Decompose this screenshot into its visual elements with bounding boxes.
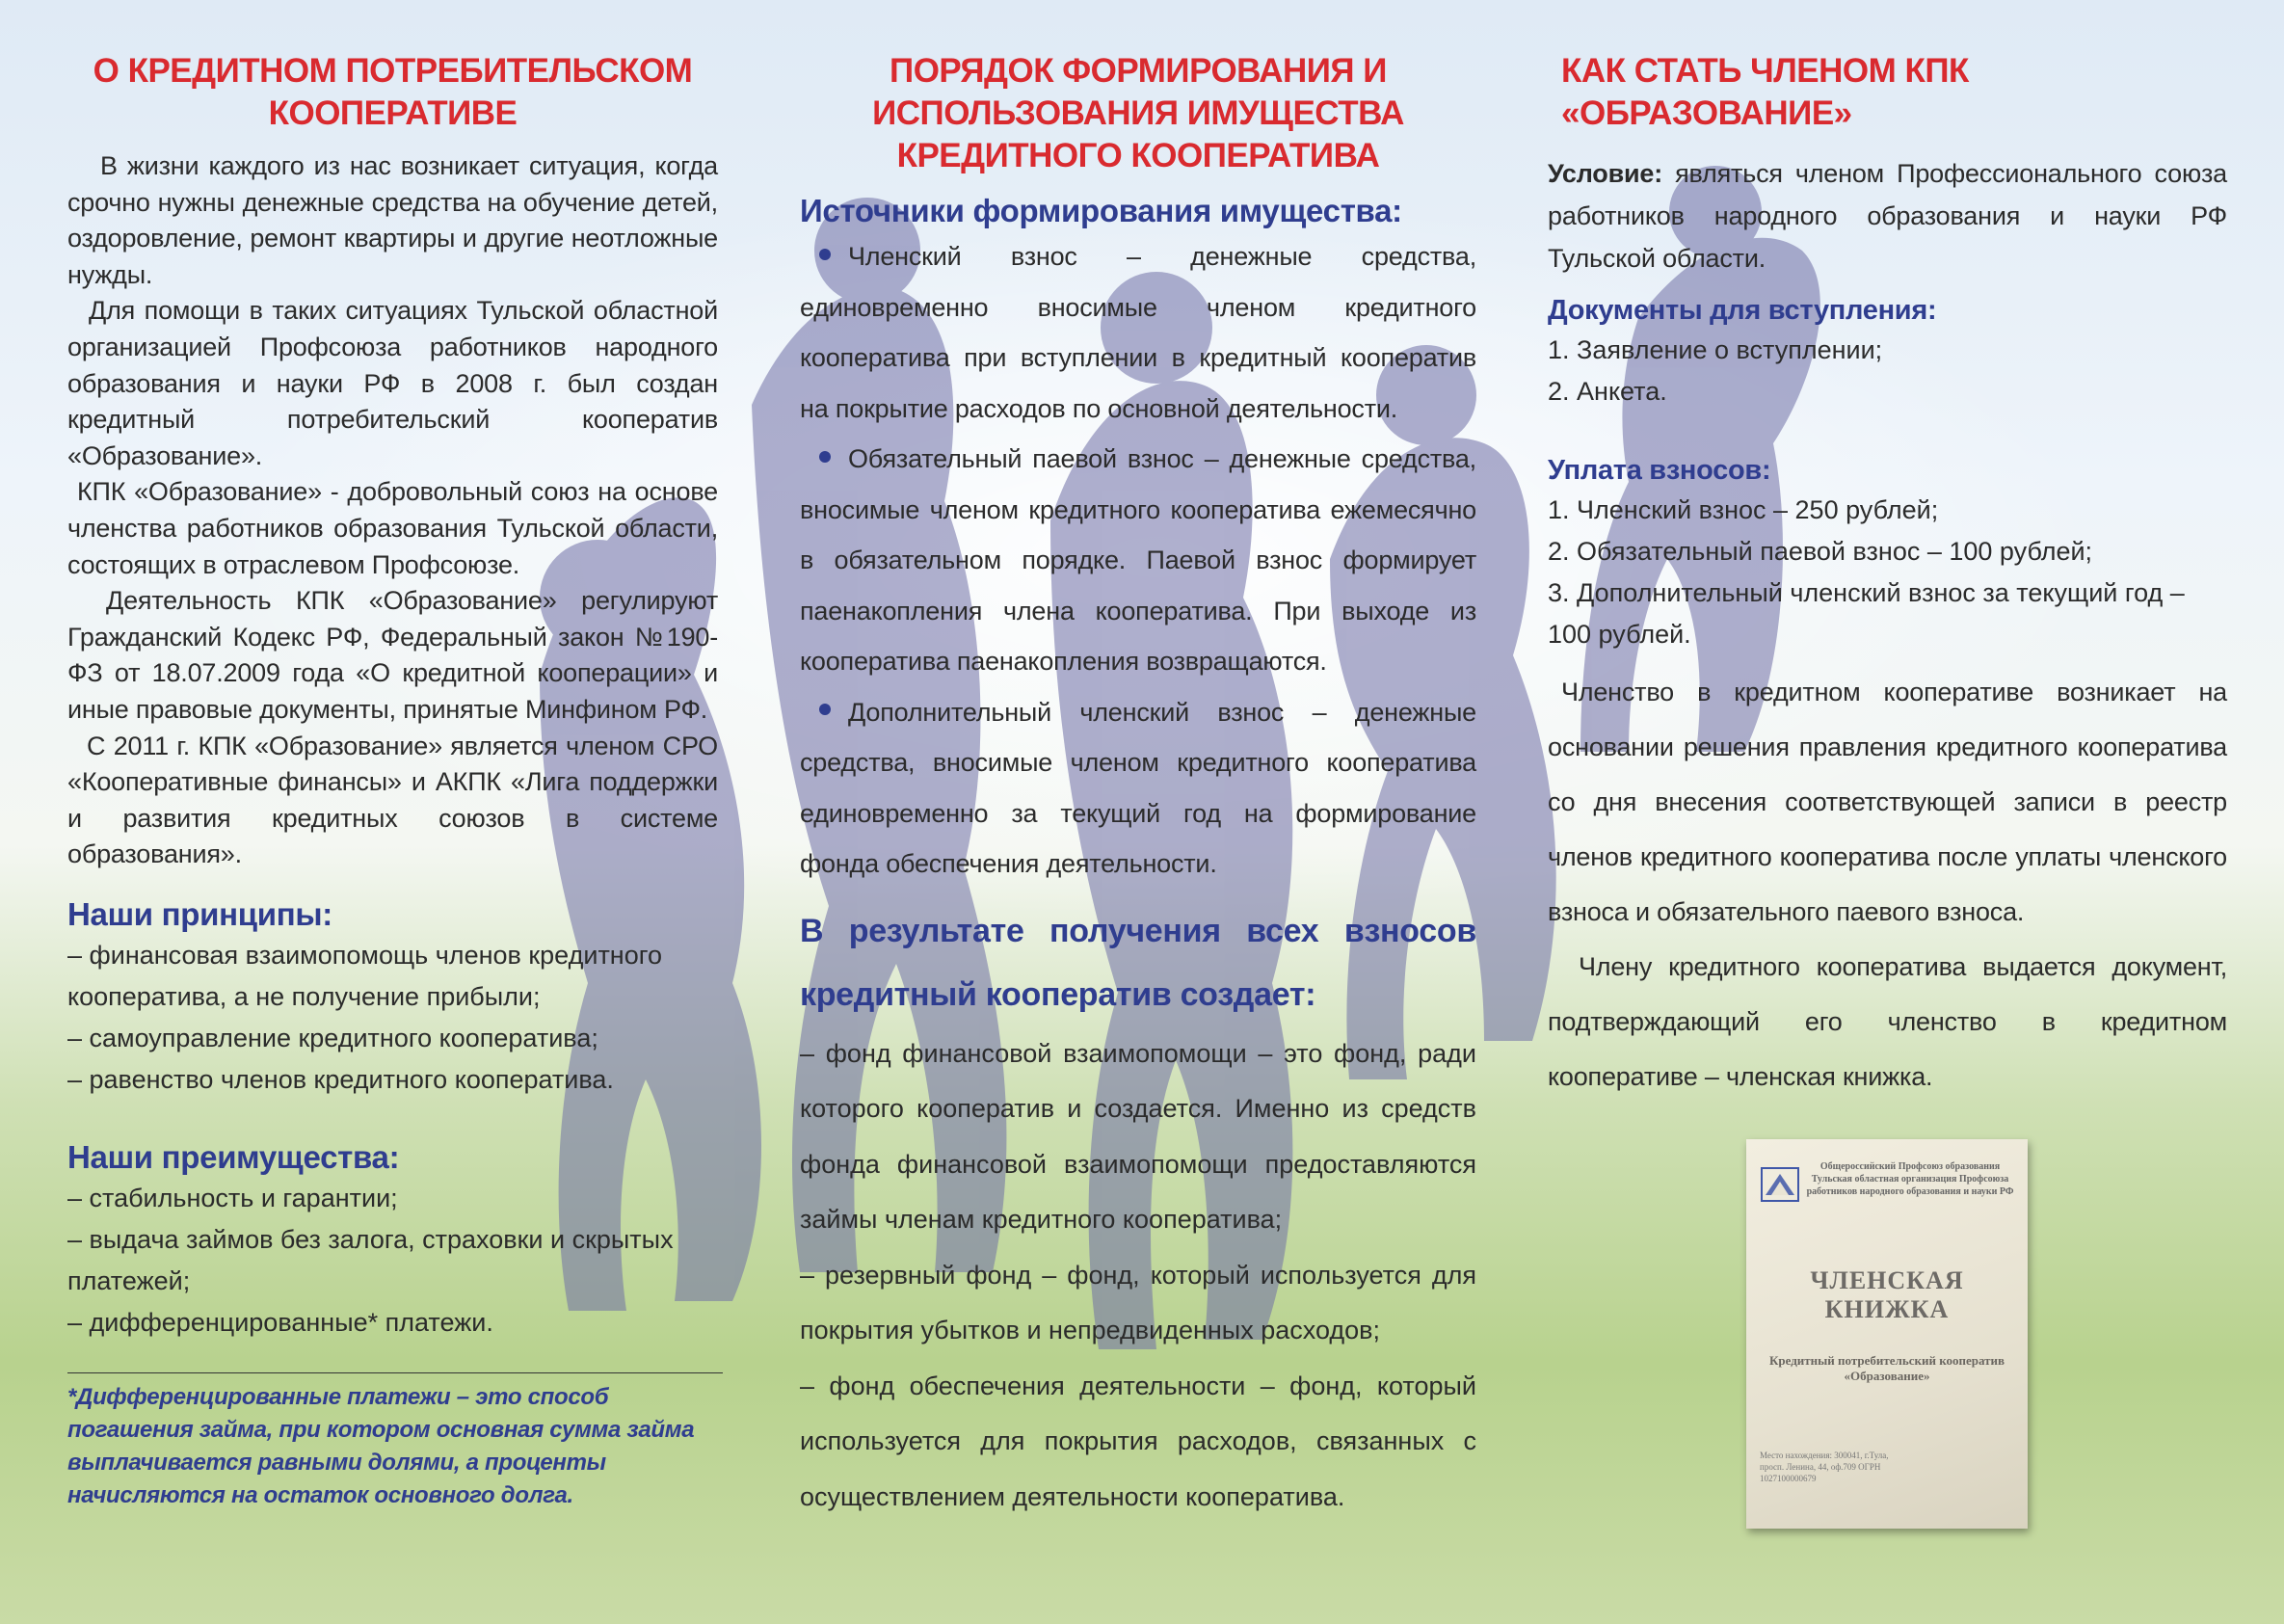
- fee-item: 1. Членский взнос – 250 рублей;: [1548, 495, 1939, 524]
- about-paragraph-3: КПК «Образование» - добровольный союз на основе членства работников образования Тульской области, состоящих в отраслевом Профсоюзе.: [67, 477, 718, 579]
- property-title: ПОРЯДОК ФОРМИРОВАНИЯ И ИСПОЛЬЗОВАНИЯ ИМУЩЕСТВА КРЕДИТНОГО КООПЕРАТИВА: [872, 52, 1404, 174]
- source-item-1: Членский взнос – денежные средства, единовременно вносимые членом кредитного кооператива при вступлении в кредитный кооператив на покрытие расходов по основной деятельности.: [800, 242, 1476, 423]
- bullet-icon: [819, 451, 831, 463]
- union-logo-icon: [1758, 1162, 1802, 1207]
- about-title: О КРЕДИТНОМ ПОТРЕБИТЕЛЬСКОМ КООПЕРАТИВЕ: [93, 52, 693, 132]
- membership-paragraph-2: Члену кредитного кооператива выдается документ, подтверждающий его членство в кредитном кооперативе – членская книжка.: [1548, 952, 2227, 1091]
- about-paragraph-4: Деятельность КПК «Образование» регулируют Гражданский Кодекс РФ, Федеральный закон №190-ФЗ от 18.07.2009 года «О кредитной кооперации» и иные правовые документы, принятые Минфином РФ.: [67, 586, 718, 724]
- book-title: ЧЛЕНСКАЯ КНИЖКА: [1810, 1266, 1964, 1323]
- about-paragraph-5: С 2011 г. КПК «Образование» является членом СРО «Кооперативные финансы» и АКПК «Лига поддержки и развития кредитных союзов в системе образования».: [67, 731, 718, 869]
- source-item-2: Обязательный паевой взнос – денежные средства, вносимые членом кредитного кооператива ежемесячно в обязательном порядке. Паевой взнос формирует паенакопления члена кооператива. При выходе из кооператива паенакопления возвращаются.: [800, 444, 1476, 676]
- bullet-icon: [819, 249, 831, 260]
- docs-title: Документы для вступления:: [1548, 295, 1937, 326]
- bullet-icon: [819, 704, 831, 715]
- footnote-divider: [67, 1372, 723, 1373]
- result-title: В результате получения всех взносов кредитный кооператив создает:: [800, 912, 1476, 1013]
- advantages-title: Наши преимущества:: [67, 1138, 400, 1175]
- column-membership: [1548, 50, 2227, 1105]
- advantage-item: – стабильность и гарантии;: [67, 1183, 398, 1212]
- book-org: Общероссийский Профсоюз образования Тульская областная организация Профсоюза работников народного образования и науки РФ: [1806, 1161, 2014, 1197]
- fund-item: – фонд финансовой взаимопомощи – это фонд, ради которого кооператив и создается. Именно из средств фонда финансовой взаимопомощи предоставляются займы членам кредитного кооператива;: [800, 1038, 1476, 1234]
- fees-title: Уплата взносов:: [1548, 455, 1771, 486]
- column-property: [800, 50, 1476, 1525]
- about-paragraph-2: Для помощи в таких ситуациях Тульской областной организацией Профсоюза работников народного образования и науки РФ в 2008 г. был создан кредитный потребительский кооператив «Образование».: [67, 296, 718, 470]
- book-address: Место нахождения: 300041, г.Тула, просп. Ленина, 44, оф.709 ОГРН 1027100000679: [1760, 1451, 1889, 1483]
- fund-item: – резервный фонд – фонд, который используется для покрытия убытков и непредвиденных расходов;: [800, 1260, 1476, 1344]
- membership-paragraph-1: Членство в кредитном кооперативе возникает на основании решения правления кредитного кооператива со дня внесения соответствующей записи в реестр членов кредитного кооператива после уплаты членского взноса и обязательного паевого взноса.: [1548, 678, 2227, 926]
- column-about: [67, 50, 718, 1512]
- about-paragraph-1: В жизни каждого из нас возникает ситуация, когда срочно нужны денежные средства на обучение детей, оздоровление, ремонт квартиры и другие неотложные нужды.: [67, 151, 718, 289]
- principle-item: – равенство членов кредитного кооператива.: [67, 1064, 614, 1094]
- principles-title: Наши принципы:: [67, 895, 332, 932]
- source-item-3: Дополнительный членский взнос – денежные средства, вносимые членом кредитного кооператива единовременно за текущий год на формирование фонда обеспечения деятельности.: [800, 697, 1476, 878]
- doc-item: 2. Анкета.: [1548, 377, 1667, 406]
- sources-title: Источники формирования имущества:: [800, 193, 1402, 228]
- membership-title: КАК СТАТЬ ЧЛЕНОМ КПК «ОБРАЗОВАНИЕ»: [1561, 52, 1969, 132]
- condition-label: Условие:: [1548, 159, 1663, 188]
- principle-item: – финансовая взаимопомощь членов кредитного кооператива, а не получение прибыли;: [67, 940, 663, 1011]
- doc-item: 1. Заявление о вступлении;: [1548, 335, 1883, 364]
- book-subtitle: Кредитный потребительский кооператив «Образование»: [1768, 1353, 2005, 1383]
- footnote: *Дифференцированные платежи – это способ погашения займа, при котором основная сумма займа выплачивается равными долями, а проценты начисляются на остаток основного долга.: [67, 1383, 695, 1508]
- fee-item: 2. Обязательный паевой взнос – 100 рублей;: [1548, 537, 2093, 566]
- advantage-item: – дифференцированные* платежи.: [67, 1307, 493, 1337]
- membership-book-image: [1746, 1139, 2028, 1529]
- advantage-item: – выдача займов без залога, страховки и скрытых платежей;: [67, 1224, 674, 1295]
- fund-item: – фонд обеспечения деятельности – фонд, который используется для покрытия расходов, связанных с осуществлением деятельности кооператива.: [800, 1371, 1476, 1511]
- fee-item: 3. Дополнительный членский взнос за текущий год – 100 рублей.: [1548, 578, 2185, 649]
- principle-item: – самоуправление кредитного кооператива;: [67, 1023, 598, 1052]
- condition-paragraph: Условие: являться членом Профессионального союза работников народного образования и науки РФ Тульской области.: [1548, 159, 2227, 273]
